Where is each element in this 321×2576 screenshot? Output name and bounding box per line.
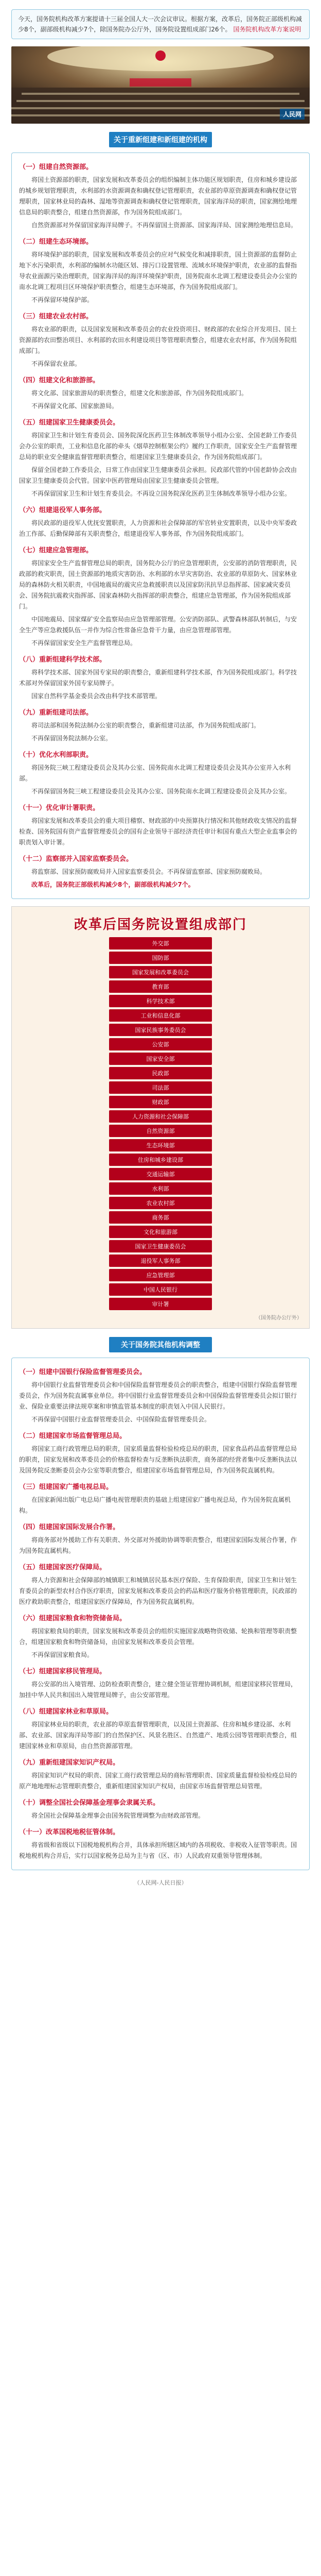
- item-paragraph: 自然资源部对外保留国家海洋局牌子。不再保留国土资源部、国家海洋局、国家测绘地理信息局。: [31, 222, 297, 229]
- item-paragraph: 将科学技术部、国家外国专家局的职责整合，重新组建科学技术部，作为国务院组成部门。科学技术部对外保留国家外国专家局牌子。: [19, 669, 297, 687]
- item-heading: （四）组建文化和旅游部。: [19, 377, 100, 384]
- item-paragraph: 不再保留农业部。: [31, 360, 81, 367]
- orgchart-item: 国家民族事务委员会: [109, 1024, 212, 1036]
- orgchart-item: 教育部: [109, 980, 212, 993]
- item-paragraph: 不再保留中国银行业监督管理委员会、中国保险监督管理委员会。: [31, 1416, 211, 1423]
- orgchart-item: 应急管理部: [109, 1269, 212, 1281]
- item-paragraph: 将国家工商行政管理总局的职责，国家质量监督检验检疫总局的职责，国家食品药品监督管理总局的职责，国家发展和改革委员会的价格监督检查与反垄断执法职责，商务部的经营者集中反垄断执法以及国务院反垄断委员会办公室等职责整合，组建国家市场监督管理总局，作为国务院直属机构。: [19, 1445, 297, 1474]
- orgchart-item: 文化和旅游部: [109, 1226, 212, 1238]
- item-heading: （十二）监察部并入国家监察委员会。: [19, 855, 133, 863]
- item-paragraph: 保留全国老龄工作委员会，日常工作由国家卫生健康委员会承担。民政部代管的中国老龄协会改由国家卫生健康委员会代管。国家中医药管理局由国家卫生健康委员会管理。: [19, 466, 297, 484]
- item-paragraph: 将国家发展和改革委员会的重大项目稽察、财政部的中央预算执行情况和其他财政收支情况的监督检查、国务院国有资产监督管理委员会的国有企业领导干部经济责任审计和国有重点大型企业监事会的职责划入审计署。: [19, 817, 297, 846]
- orgchart-item: 国防部: [109, 952, 212, 964]
- item-paragraph: 将国家安全生产监督管理总局的职责，国务院办公厅的应急管理职责，公安部的消防管理职责，民政部的救灾职责，国土资源部的地质灾害防治、水利部的水旱灾害防治、农业部的草原防火、国家林业局的森林防火相关职责，中国地震局的震灾应急救援职责以及国家防汛抗旱总指挥部、国家减灾委员会、国务院抗震救灾指挥部、国家森林防火指挥部的职责整合，组建应急管理部，作为国务院组成部门。: [19, 560, 297, 610]
- item-paragraph: 将省级和省级以下国税地税机构合并，具体承担所辖区域内的各项税收、非税收入征管等职责。国税地税机构合并后，实行以国家税务总局为主与省（区、市）人民政府双重领导管理体制。: [19, 1841, 297, 1859]
- item-heading: （二）组建国家市场监督管理总局。: [19, 1432, 127, 1440]
- orgchart-item: 民政部: [109, 1067, 212, 1079]
- section1-title: 关于重新组建和新组建的机构: [109, 132, 212, 147]
- photo-watermark: 人民网: [280, 109, 305, 120]
- orgchart-item: 审计署: [109, 1298, 212, 1310]
- orgchart-item: 工业和信息化部: [109, 1009, 212, 1022]
- section2-content: [11, 1358, 310, 1870]
- orgchart-item: 自然资源部: [109, 1125, 212, 1137]
- item-heading: （三）组建农业农村部。: [19, 313, 93, 320]
- orgchart-item: 交通运输部: [109, 1168, 212, 1180]
- orgchart-item: 水利部: [109, 1182, 212, 1195]
- item-paragraph: 将国家知识产权局的职责、国家工商行政管理总局的商标管理职责、国家质量监督检验检疫总局的原产地地理标志管理职责整合，重新组建国家知识产权局，由国家市场监督管理总局管理。: [19, 1772, 297, 1790]
- item-paragraph: 将国务院三峡工程建设委员会及其办公室、国务院南水北调工程建设委员会及其办公室并入水利部。: [19, 764, 291, 782]
- item-paragraph: 将民政部的退役军人优抚安置职责，人力资源和社会保障部的军官转业安置职责，以及中央军委政治工作部、后勤保障部有关职责整合，组建退役军人事务部，作为国务院组成部门。: [19, 519, 297, 537]
- item-heading: （五）组建国家医疗保障局。: [19, 1564, 106, 1571]
- item-heading: （十一）优化审计署职责。: [19, 804, 100, 812]
- intro-text: 今天，国务院机构改革方案提请十三届全国人大一次会议审议。根据方案，改革后，国务院正部级机构减少8个，副部级机构减少7个，除国务院办公厅外，国务院设置组成部门26个。: [18, 15, 302, 33]
- item-paragraph: 将农业部的职责，以及国家发展和改革委员会的农业投资项目、财政部的农业综合开发项目、国土资源部的农田整治项目、水利部的农田水利建设项目等管理职责整合，组建农业农村部，作为国务院组成部门。: [19, 326, 297, 354]
- item-paragraph: 不再保留国务院法制办公室。: [31, 735, 112, 742]
- intro-highlight-link[interactable]: 国务院机构改革方案说明: [233, 26, 301, 33]
- item-paragraph: 将司法部和国务院法制办公室的职责整合，重新组建司法部，作为国务院组成部门。: [31, 722, 260, 729]
- orgchart-item: 农业农村部: [109, 1197, 212, 1209]
- item-paragraph: 将中国银行业监督管理委员会和中国保险监督管理委员会的职责整合，组建中国银行保险监督管理委员会，作为国务院直属事业单位。将中国银行业监督管理委员会和中国保险监督管理委员会拟订银行业、保险业重要法律法规草案和审慎监管基本制度的职责划入中国人民银行。: [19, 1381, 297, 1410]
- item-heading: （二）组建生态环境部。: [19, 238, 93, 246]
- orgchart-item: 公安部: [109, 1038, 212, 1050]
- item-paragraph: 将国土资源部的职责，国家发展和改革委员会的组织编制主体功能区规划职责，住房和城乡建设部的城乡规划管理职责，水利部的水资源调查和确权登记管理职责，农业部的草原资源调查和确权登记管理职责，国家林业局的森林、湿地等资源调查和确权登记管理职责，国家海洋局的职责，国家测绘地理信息局的职责整合，组建自然资源部，作为国务院组成部门。: [19, 176, 297, 216]
- item-paragraph: 将国家卫生和计划生育委员会、国务院深化医药卫生体制改革领导小组办公室、全国老龄工作委员会办公室的职责，工业和信息化部的牵头《烟草控制框架公约》履约工作职责，国家安全生产监督管理总局的职业安全健康监督管理职责整合，组建国家卫生健康委员会，作为国务院组成部门。: [19, 432, 297, 461]
- item-paragraph: 将监察部、国家预防腐败局并入国家监察委员会。不再保留监察部、国家预防腐败局。: [31, 868, 266, 875]
- item-paragraph: 在国家新闻出版广电总局广播电视管理职责的基础上组建国家广播电视总局，作为国务院直属机构。: [19, 1496, 291, 1514]
- orgchart-item: 住房和城乡建设部: [109, 1154, 212, 1166]
- hall-photo-image: [11, 46, 310, 124]
- orgchart-item: 商务部: [109, 1211, 212, 1224]
- item-paragraph: 将国家林业局的职责，农业部的草原监督管理职责，以及国土资源部、住房和城乡建设部、水利部、农业部、国家海洋局等部门的自然保护区、风景名胜区、自然遗产、地质公园等管理职责整合，组建国家林业和草原局，由自然资源部管理。: [19, 1721, 297, 1750]
- orgchart-item: 中国人民银行: [109, 1283, 212, 1296]
- item-paragraph: 不再保留国务院三峡工程建设委员会及其办公室、国务院南水北调工程建设委员会及其办公室。: [31, 788, 291, 795]
- item-heading: （三）组建国家广播电视总局。: [19, 1483, 113, 1491]
- intro-box: [11, 9, 310, 39]
- item-paragraph: 不再保留国家粮食局。: [31, 1651, 94, 1658]
- orgchart-title: 改革后国务院设置组成部门: [74, 917, 247, 933]
- orgchart-item: 国家安全部: [109, 1053, 212, 1065]
- item-heading: （六）组建国家粮食和物资储备局。: [19, 1615, 127, 1622]
- item-paragraph: 不再保留国家安全生产监督管理总局。: [31, 639, 137, 647]
- item-paragraph: 将人力资源和社会保障部的城镇职工和城镇居民基本医疗保险、生育保险职责，国家卫生和计划生育委员会的新型农村合作医疗职责，国家发展和改革委员会的药品和医疗服务价格管理职责，民政部的医疗救助职责整合，组建国家医疗保障局，作为国务院直属机构。: [19, 1577, 297, 1605]
- orgchart-item: 司法部: [109, 1081, 212, 1094]
- item-heading: （一）组建自然资源部。: [19, 163, 93, 171]
- item-heading: （十一）改革国税地税征管体制。: [19, 1828, 120, 1836]
- item-heading: （七）组建国家移民管理局。: [19, 1668, 106, 1675]
- item-heading: （五）组建国家卫生健康委员会。: [19, 419, 120, 427]
- item-heading: （一）组建中国银行保险监督管理委员会。: [19, 1368, 147, 1376]
- orgchart-item: 退役军人事务部: [109, 1255, 212, 1267]
- item-heading: （十）优化水利部职责。: [19, 751, 93, 759]
- orgchart-item: 财政部: [109, 1096, 212, 1108]
- hall-photo: [11, 46, 310, 124]
- section-note: 改革后，国务院正部级机构减少8个，副部级机构减少7个。: [31, 881, 194, 888]
- item-paragraph: 将商务部对外援助工作有关职责、外交部对外援助协调等职责整合，组建国家国际发展合作署，作为国务院直属机构。: [19, 1536, 297, 1554]
- item-paragraph: 将文化部、国家旅游局的职责整合，组建文化和旅游部，作为国务院组成部门。: [31, 389, 248, 397]
- item-heading: （六）组建退役军人事务部。: [19, 506, 106, 514]
- item-paragraph: 不再保留国家卫生和计划生育委员会。不再设立国务院深化医药卫生体制改革领导小组办公室。: [31, 490, 291, 497]
- item-paragraph: 将国家粮食局的职责，国家发展和改革委员会的组织实施国家战略物资收储、轮换和管理等职责整合，组建国家粮食和物资储备局，由国家发展和改革委员会管理。: [19, 1628, 297, 1646]
- section2-title: 关于国务院其他机构调整: [109, 1337, 212, 1352]
- item-paragraph: 不再保留文化部、国家旅游局。: [31, 402, 118, 410]
- orgchart-footer: （国务院办公厅外）: [256, 1315, 302, 1321]
- item-heading: （十）调整全国社会保障基金理事会隶属关系。: [19, 1799, 160, 1807]
- item-paragraph: 中国地震局、国家煤矿安全监察局由应急管理部管理。公安消防部队、武警森林部队转制后，与安全生产等应急救援队伍一并作为综合性常备应急骨干力量，由应急管理部管理。: [19, 616, 297, 634]
- orgchart-item: 科学技术部: [109, 995, 212, 1007]
- orgchart-item: 国家卫生健康委员会: [109, 1240, 212, 1252]
- page-footer: （人民网-人民日报）: [134, 1879, 187, 1886]
- item-heading: （四）组建国家国际发展合作署。: [19, 1523, 120, 1531]
- orgchart-item: 外交部: [109, 937, 212, 950]
- orgchart-list: [109, 937, 212, 1310]
- item-heading: （七）组建应急管理部。: [19, 547, 93, 554]
- item-heading: （九）重新组建司法部。: [19, 709, 93, 717]
- item-paragraph: 将环境保护部的职责，国家发展和改革委员会的应对气候变化和减排职责，国土资源部的监督防止地下水污染职责，水利部的编制水功能区划、排污口设置管理、流域水环境保护职责，农业部的监督指导农业面源污染治理职责，国家海洋局的海洋环境保护职责，国务院南水北调工程建设委员会办公室的南水北调工程项目区环境保护职责整合，组建生态环境部，作为国务院组成部门。: [19, 251, 297, 291]
- item-paragraph: 国家自然科学基金委员会改由科学技术部管理。: [31, 692, 162, 700]
- orgchart-item: 人力资源和社会保障部: [109, 1110, 212, 1123]
- orgchart-box: [11, 906, 310, 1329]
- item-paragraph: 将全国社会保障基金理事会由国务院管理调整为由财政部管理。: [31, 1812, 205, 1819]
- item-paragraph: 将公安部的出入境管理、边防检查职责整合，建立健全签证管理协调机制，组建国家移民管理局，加挂中华人民共和国出入境管理局牌子，由公安部管理。: [19, 1681, 297, 1699]
- item-heading: （八）重新组建科学技术部。: [19, 656, 106, 664]
- page: [0, 9, 321, 1912]
- orgchart-item: 生态环境部: [109, 1139, 212, 1151]
- item-heading: （八）组建国家林业和草原局。: [19, 1708, 113, 1716]
- item-paragraph: 不再保留环境保护部。: [31, 296, 94, 303]
- item-heading: （九）重新组建国家知识产权局。: [19, 1759, 120, 1767]
- section1-content: [11, 152, 310, 899]
- orgchart-item: 国家发展和改革委员会: [109, 966, 212, 978]
